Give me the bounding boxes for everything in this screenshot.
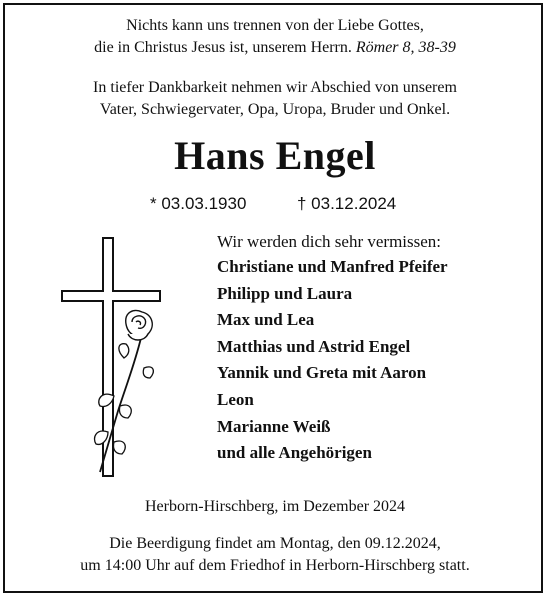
place-and-date: Herborn-Hirschberg, im Dezember 2024 <box>144 498 406 515</box>
intro-line-1: In tiefer Dankbarkeit nehmen wir Abschied von unserem <box>93 79 457 96</box>
verse-reference: Römer 8, 38-39 <box>355 39 456 56</box>
funeral-line-1: Die Beerdigung findet am Montag, den 09.12.2024, <box>109 535 441 552</box>
intro-line-2: Vater, Schwiegervater, Opa, Uropa, Bruder und Onkel. <box>99 101 451 118</box>
bible-verse <box>0 15 550 59</box>
mourners-lead: Wir werden dich sehr vermissen: <box>217 232 442 251</box>
mourner-name: Christiane und Manfred Pfeifer <box>217 257 448 276</box>
mourner-name: Yannik und Greta mit Aaron <box>217 363 427 383</box>
funeral-details <box>0 533 550 577</box>
verse-line-2 <box>0 37 550 59</box>
mourner-name: Philipp und Laura <box>217 283 353 303</box>
mourners-list <box>217 229 537 467</box>
cross-with-rose-icon <box>56 236 166 478</box>
verse-line-1: Nichts kann uns trennen von der Liebe Gottes, <box>126 17 424 34</box>
mourner-name: Matthias und Astrid Engel <box>217 336 411 356</box>
mourner-name: Max und Lea <box>217 310 315 330</box>
birth-date: * 03.03.1930 <box>150 194 247 213</box>
verse-line-2-text: die in Christus Jesus ist, unserem Herrn. <box>94 39 352 56</box>
mourner-name: Leon <box>217 389 254 409</box>
deceased-name: Hans Engel <box>174 133 376 178</box>
mourner-name: Marianne Weiß <box>217 416 331 436</box>
funeral-line-2: um 14:00 Uhr auf dem Friedhof in Herborn-Hirschberg statt. <box>80 557 470 574</box>
intro-text <box>0 77 550 121</box>
mourner-name: und alle Angehörigen <box>217 443 372 463</box>
death-date: † 03.12.2024 <box>297 194 397 213</box>
